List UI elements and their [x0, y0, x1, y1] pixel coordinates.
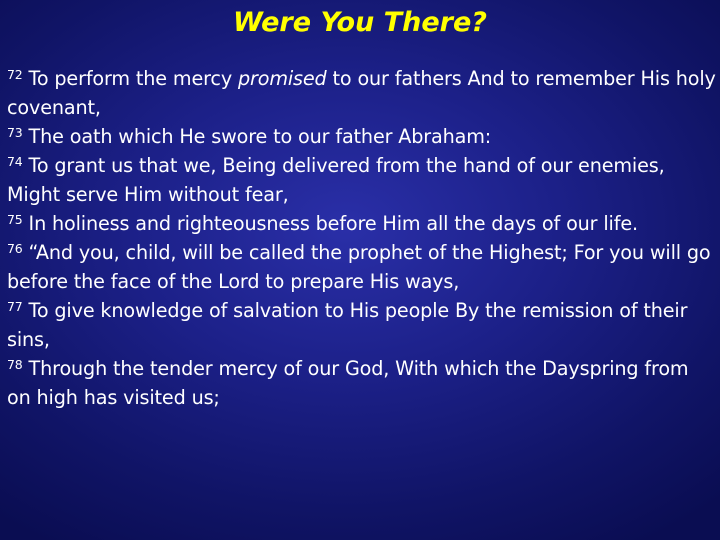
- verse-74: [7, 151, 717, 209]
- verse-number: 73: [7, 125, 23, 140]
- verse-73: [7, 122, 717, 151]
- slide-title: Were You There?: [233, 7, 487, 38]
- verse-number: 74: [7, 154, 23, 169]
- verse-72: [7, 64, 717, 122]
- verse-text: to our fathers And to remember His holy covenant,: [7, 67, 716, 119]
- verse-number: 76: [7, 241, 23, 256]
- verse-text: “And you, child, will be called the prophet of the Highest; For you will go before the face of the Lord to prepare His ways,: [7, 241, 711, 293]
- verse-text: The oath which He swore to our father Abraham:: [22, 125, 492, 148]
- verse-emphasis: promised: [237, 67, 327, 90]
- verse-number: 72: [7, 67, 23, 82]
- verse-text: To perform the mercy: [22, 67, 238, 90]
- verse-number: 77: [7, 299, 23, 314]
- verse-text: In holiness and righteousness before Him all the days of our life.: [22, 212, 638, 235]
- verse-number: 75: [7, 212, 23, 227]
- verse-number: 78: [7, 357, 23, 372]
- verse-text: Through the tender mercy of our God, With which the Dayspring from on high has visited us;: [7, 357, 689, 409]
- verse-75: [7, 209, 717, 238]
- verse-77: [7, 296, 717, 354]
- scripture-text: [7, 64, 717, 412]
- verse-76: [7, 238, 717, 296]
- verse-text: To give knowledge of salvation to His people By the remission of their sins,: [7, 299, 688, 351]
- verse-text: To grant us that we, Being delivered from the hand of our enemies, Might serve Him without fear,: [7, 154, 665, 206]
- verse-78: [7, 354, 717, 412]
